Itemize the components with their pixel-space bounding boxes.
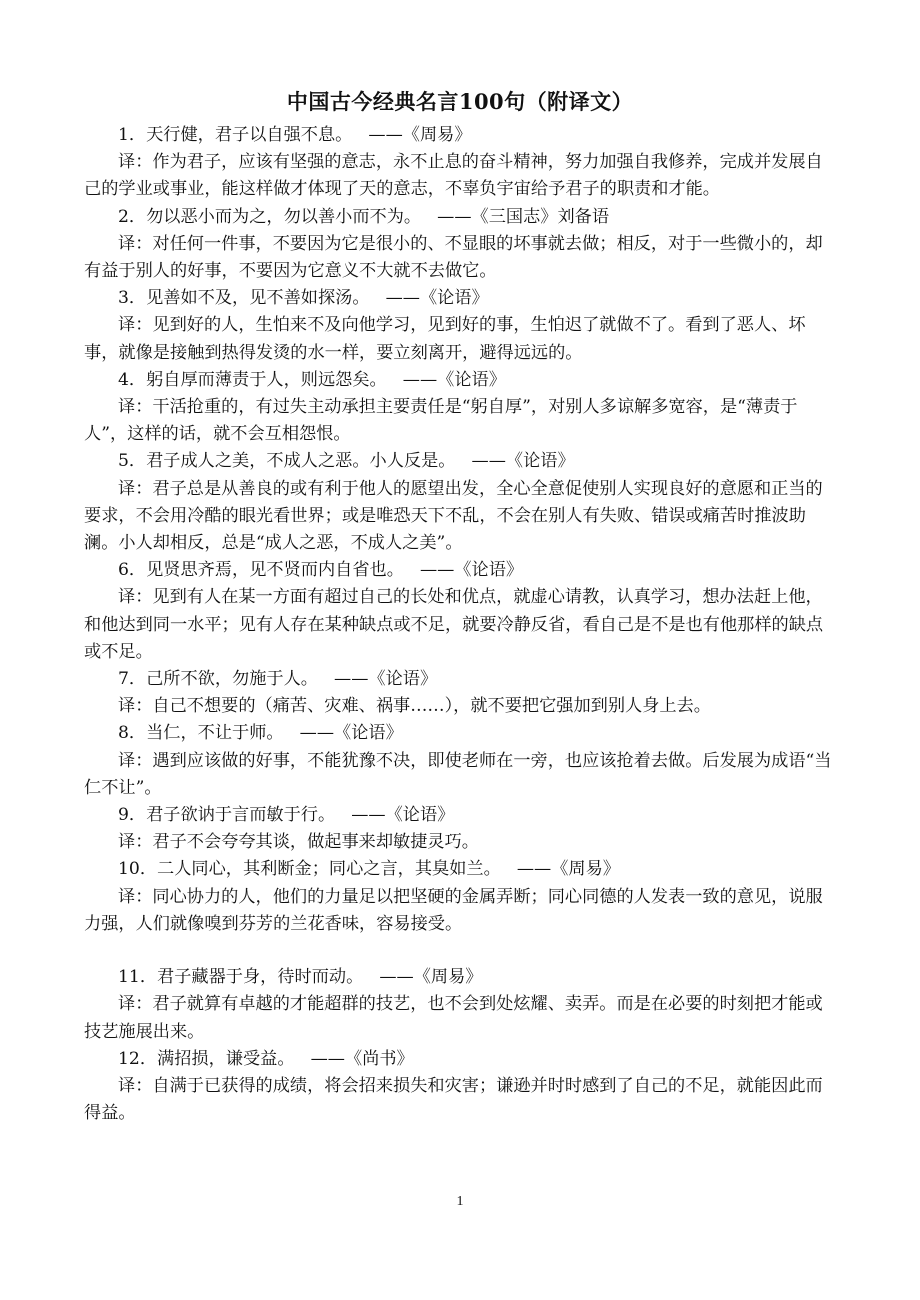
quote-line xyxy=(84,285,836,312)
quote-text: 4．躬自厚而薄责于人，则远怨矣。 xyxy=(118,369,387,390)
quote-line xyxy=(84,856,836,883)
quote-line xyxy=(84,204,836,231)
quote-text: 8．当仁，不让于师。 xyxy=(118,723,284,744)
quote-source: ——《三国志》刘备语 xyxy=(437,206,610,227)
quote-source: ——《尚书》 xyxy=(310,1048,414,1069)
translation-text: 译：作为君子，应该有坚强的意志，永不止息的奋斗精神，努力加强自我修养，完成并发展自己的学业或事业，能这样做才体现了天的意志，不辜负宇宙给予君子的职责和才能。 xyxy=(84,152,823,200)
quote-line xyxy=(84,964,836,991)
page-title: 中国古今经典名言100句（附译文） xyxy=(286,89,634,114)
quote-text: 1．天行健，君子以自强不息。 xyxy=(118,125,353,145)
quote-line xyxy=(84,666,836,693)
quote-line xyxy=(84,367,836,394)
translation-text: 译：对任何一件事，不要因为它是很小的、不显眼的坏事就去做；相反，对于一些微小的，却有益于别人的好事，不要因为它意义不大就不去做它。 xyxy=(84,233,823,282)
quote-line xyxy=(84,802,836,829)
entry-list xyxy=(84,122,836,1127)
quote-line xyxy=(84,720,836,747)
quote-source: ——《周易》 xyxy=(379,967,483,988)
translation-text: 译：君子不会夸夸其谈，做起事来却敏捷灵巧。 xyxy=(118,832,479,853)
quote-source: ——《论语》 xyxy=(385,288,489,309)
translation-text: 译：君子就算有卓越的才能超群的技艺，也不会到处炫耀、卖弄。而是在必要的时刻把才能或技艺施展出来。 xyxy=(84,994,823,1042)
translation-text: 译：见到好的人，生怕来不及向他学习，见到好的事，生怕迟了就做不了。看到了恶人、坏事，就像是接触到热得发烫的水一样，要立刻离开，避得远远的。 xyxy=(84,315,806,363)
page-number: 1 xyxy=(456,1194,464,1209)
quote-line xyxy=(84,557,836,584)
quote-source: ——《论语》 xyxy=(402,369,506,390)
section-gap xyxy=(84,938,836,964)
quote-source: ——《周易》 xyxy=(368,125,472,145)
quote-text: 12．满招损，谦受益。 xyxy=(118,1048,295,1069)
translation-text: 译：见到有人在某一方面有超过自己的长处和优点，就虚心请教，认真学习，想办法赶上他，和他达到同一水平；见有人存在某种缺点或不足，就要冷静反省，看自己是不是也有他那样的缺点或不足。 xyxy=(84,587,824,662)
quote-text: 5．君子成人之美，不成人之恶。小人反是。 xyxy=(118,451,456,472)
quote-source: ——《周易》 xyxy=(516,859,620,880)
translation-text: 译：同心协力的人，他们的力量足以把坚硬的金属弄断；同心同德的人发表一致的意见，说服力强，人们就像嗅到芬芳的兰花香味，容易接受。 xyxy=(84,886,823,934)
quote-source: ——《论语》 xyxy=(419,560,524,581)
quote-source: ——《论语》 xyxy=(351,805,455,826)
translation-text: 译：自满于已获得的成绩，将会招来损失和灾害；谦逊并时时感到了自己的不足，就能因此而得益。 xyxy=(84,1075,823,1124)
translation-text: 译：自己不想要的（痛苦、灾难、祸事……），就不要把它强加到别人身上去。 xyxy=(118,696,711,717)
quote-text: 11．君子藏器于身，待时而动。 xyxy=(118,967,364,988)
quote-source: ——《论语》 xyxy=(471,451,575,472)
quote-source: ——《论语》 xyxy=(334,669,438,690)
quote-text: 6．见贤思齐焉，见不贤而内自省也。 xyxy=(118,560,404,581)
quote-line xyxy=(84,1046,836,1073)
quote-text: 7．己所不欲，勿施于人。 xyxy=(118,669,318,690)
translation-text: 译：君子总是从善良的或有利于他人的愿望出发，全心全意促使别人实现良好的意愿和正当的要求，不会用冷酷的眼光看世界；或是唯恐天下不乱，不会在别人有失败、错误或痛苦时推波助澜。小人却相反，总是“成人之恶，不成人之美”。 xyxy=(84,478,823,554)
quote-source: ——《论语》 xyxy=(299,723,403,744)
quote-line xyxy=(84,448,836,475)
translation-text: 译：干活抢重的，有过失主动承担主要责任是“躬自厚”，对别人多谅解多宽容，是“薄责于人”，这样的话，就不会互相怨恨。 xyxy=(84,397,798,445)
document-page xyxy=(84,88,836,1127)
quote-text: 2．勿以恶小而为之，勿以善小而不为。 xyxy=(118,206,422,227)
quote-text: 3．见善如不及，见不善如探汤。 xyxy=(118,288,370,309)
quote-line xyxy=(84,122,836,149)
quote-text: 10．二人同心，其利断金；同心之言，其臭如兰。 xyxy=(118,859,501,880)
quote-text: 9．君子欲讷于言而敏于行。 xyxy=(118,805,336,826)
translation-text: 译：遇到应该做的好事，不能犹豫不决，即使老师在一旁，也应该抢着去做。后发展为成语“当仁不让”。 xyxy=(84,750,832,798)
